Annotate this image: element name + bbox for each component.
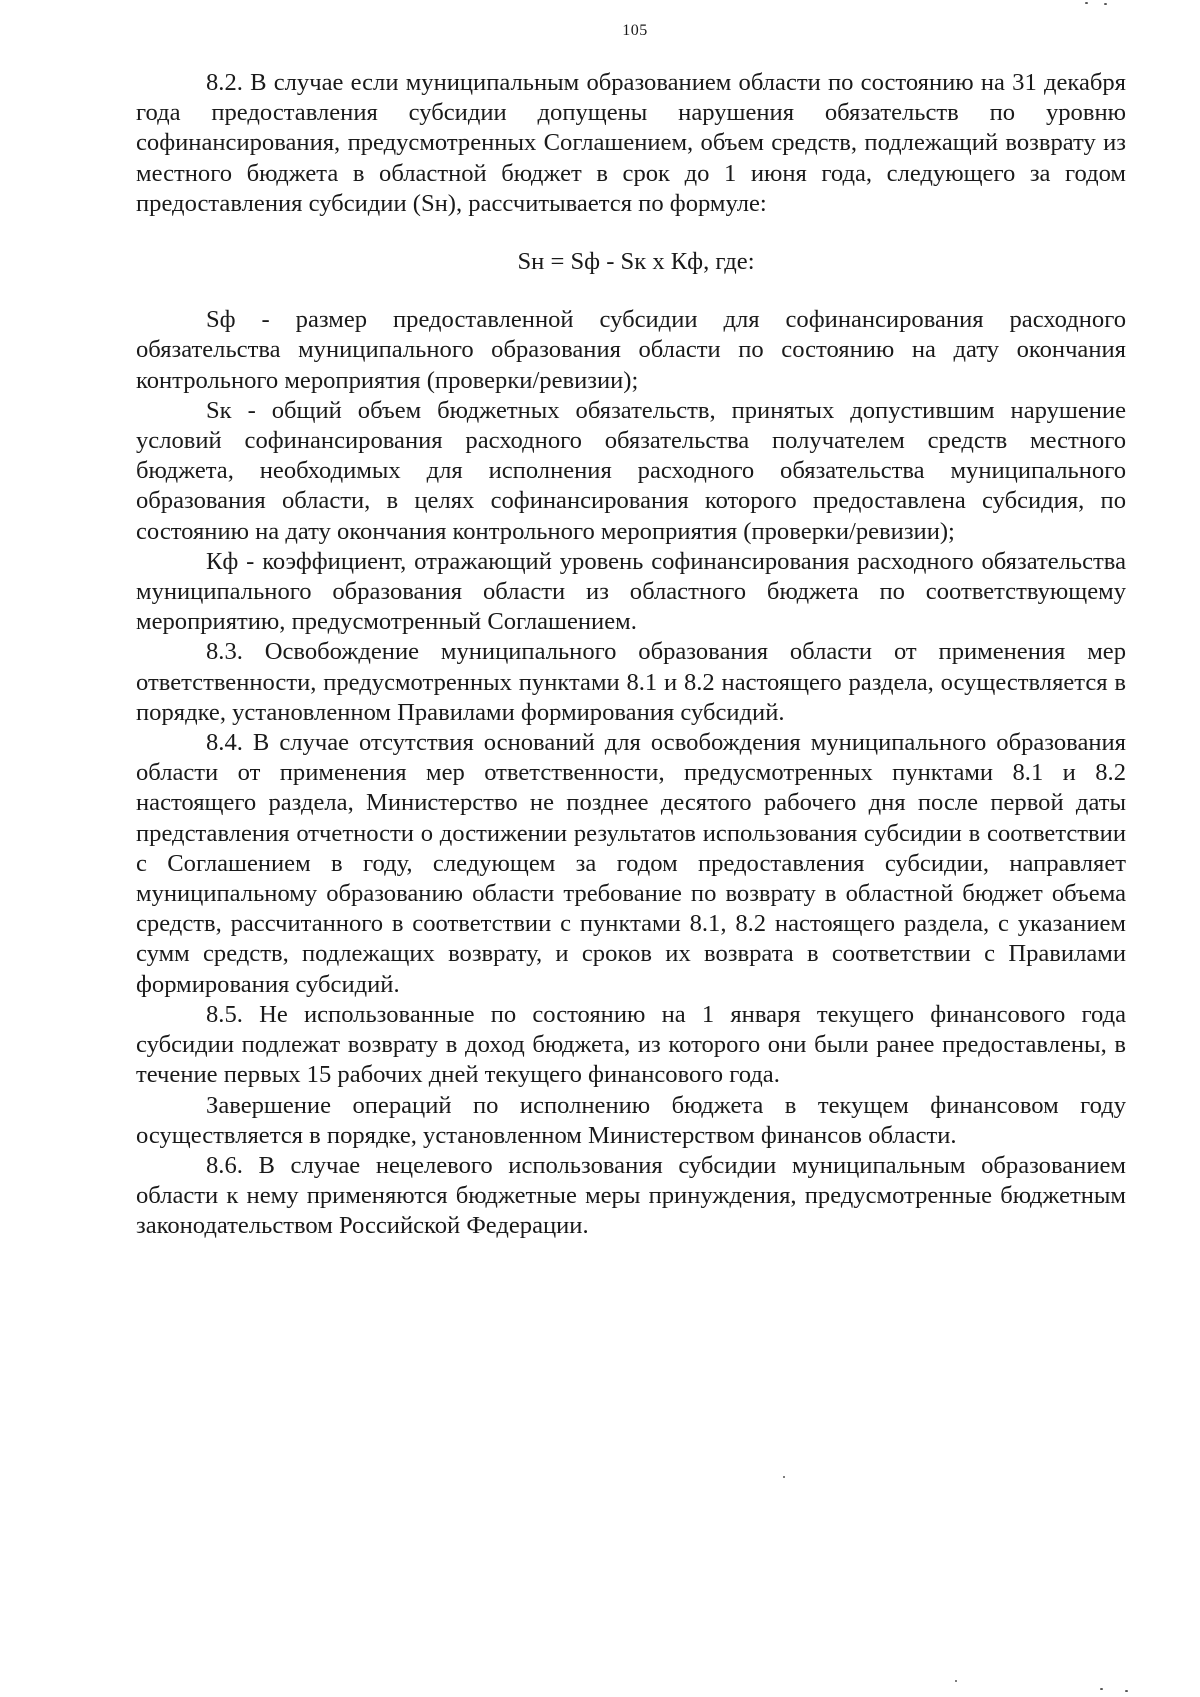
- definition-sk: Sк - общий объем бюджетных обязательств, принятых допустившим нарушение условий софинансирования расходного обязательства получателем средств местного бюджета, необходимых для исполнения расходного обязательства муниципального образования области, в целях софинансирования которого предоставлена субсидия, по состоянию на дату окончания контрольного мероприятия (проверки/ревизии);: [136, 396, 1126, 545]
- paragraph-8-4: 8.4. В случае отсутствия оснований для освобождения муниципального образования области от применения мер ответственности, предусмотренных пунктами 8.1 и 8.2 настоящего раздела, Министерство не позднее десятого рабочего дня после первой даты представления отчетности о достижении результатов использования субсидии в соответствии с Соглашением в году, следующем за годом предоставления субсидии, направляет муниципальному образованию области требование по возврату в областной бюджет объема средств, рассчитанного в соответствии с пунктами 8.1, 8.2 настоящего раздела, с указанием сумм средств, подлежащих возврату, и сроков их возврата в соответствии с Правилами формирования субсидий.: [136, 729, 1126, 998]
- scan-speck: [783, 1476, 785, 1478]
- paragraph-8-2: 8.2. В случае если муниципальным образованием области по состоянию на 31 декабря года предоставления субсидии допущены нарушения обязательств по уровню софинансирования, предусмотренных Соглашением, объем средств, подлежащий возврату из местного бюджета в областной бюджет в срок до 1 июня года, следующего за годом предоставления субсидии (Sн), рассчитывается по формуле:: [136, 69, 1126, 217]
- scan-speck: [1125, 1690, 1128, 1692]
- definition-kf: Кф - коэффициент, отражающий уровень софинансирования расходного обязательства муниципального образования области из областного бюджета по соответствующему мероприятию, предусмотренный Соглашением.: [136, 547, 1126, 636]
- page-number: 105: [622, 22, 648, 39]
- definition-sf: Sф - размер предоставленной субсидии для софинансирования расходного обязательства муниципального образования области по состоянию на дату окончания контрольного мероприятия (проверки/ревизии);: [136, 306, 1126, 394]
- paragraph-8-5-continuation: Завершение операций по исполнению бюджета в текущем финансовом году осуществляется в порядке, установленном Министерством финансов области.: [136, 1091, 1126, 1149]
- paragraph-8-5: 8.5. Не использованные по состоянию на 1 января текущего финансового года субсидии подлежат возврату в доход бюджета, из которого они были ранее предоставлены, в течение первых 15 рабочих дней текущего финансового года.: [136, 1000, 1126, 1089]
- paragraph-8-3: 8.3. Освобождение муниципального образования области от применения мер ответственности, предусмотренных пунктами 8.1 и 8.2 настоящего раздела, осуществляется в порядке, установленном Правилами формирования субсидий.: [136, 638, 1126, 726]
- scan-speck: [1104, 3, 1107, 5]
- paragraph-8-6: 8.6. В случае нецелевого использования субсидии муниципальным образованием области к нему применяются бюджетные меры принуждения, предусмотренные бюджетным законодательством Российской Федерации.: [136, 1151, 1126, 1240]
- scan-speck: [1100, 1688, 1103, 1690]
- scan-speck: [955, 1680, 957, 1682]
- formula: Sн = Sф - Sк x Кф, где:: [517, 248, 755, 276]
- scan-speck: [1085, 2, 1088, 4]
- document-body: [136, 68, 1126, 1242]
